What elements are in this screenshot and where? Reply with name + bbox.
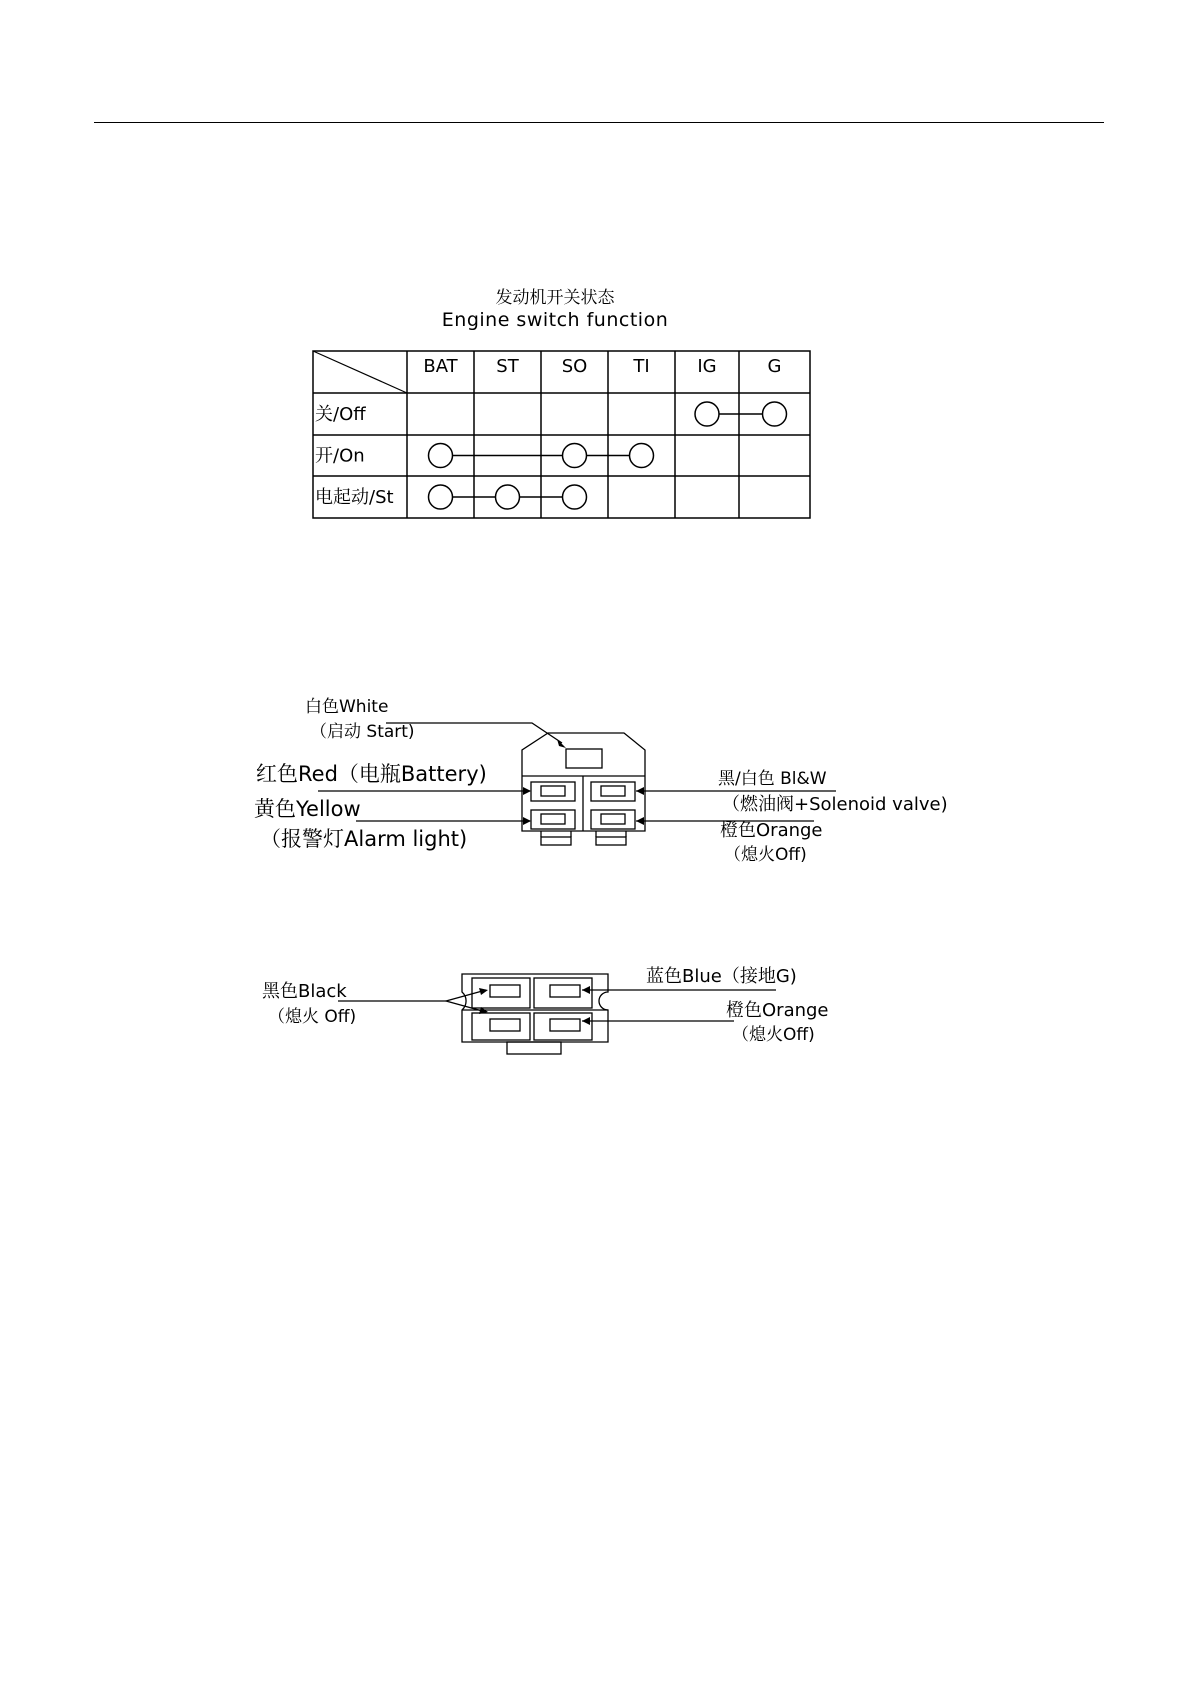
- connector-1-latch-left: [541, 837, 571, 845]
- contact-so: [563, 444, 587, 468]
- label-yellow-sub: （报警灯Alarm light): [260, 827, 468, 851]
- terminal-blw: [591, 782, 635, 801]
- contact-so: [563, 485, 587, 509]
- contact-ti: [630, 444, 654, 468]
- row-label-2: 电起动/St: [315, 487, 394, 508]
- table-corner-diagonal: [313, 351, 407, 393]
- label-white-sub: （启动 Start): [310, 722, 415, 742]
- column-header-g: G: [767, 356, 782, 377]
- terminal-blue: [534, 978, 592, 1008]
- column-header-bat: BAT: [423, 356, 458, 377]
- row-label-1: 开/On: [315, 445, 365, 467]
- label-red: 红色Red（电瓶Battery): [256, 762, 487, 786]
- contact-g: [763, 402, 787, 426]
- label-orange-1: 橙色Orange: [720, 820, 823, 841]
- terminal-red: [531, 782, 575, 801]
- column-header-so: SO: [561, 356, 588, 377]
- terminal-black-bottom: [472, 1013, 530, 1040]
- row-label-0: 关/Off: [315, 404, 366, 425]
- connector-1-labels: [254, 697, 948, 865]
- terminal-orange-2: [534, 1013, 592, 1040]
- contact-bat: [429, 444, 453, 468]
- column-header-st: ST: [496, 356, 519, 377]
- column-header-ti: TI: [633, 356, 650, 377]
- table-title-cn: 发动机开关状态: [495, 288, 615, 308]
- terminal-white: [566, 749, 602, 768]
- connector-1-latch-right: [596, 837, 626, 845]
- connector-2-latch: [507, 1042, 561, 1054]
- label-blw-sub: （燃油阀+Solenoid valve): [722, 794, 948, 815]
- label-orange-2-sub: （熄火Off): [732, 1025, 815, 1045]
- contact-bat: [429, 485, 453, 509]
- label-blw: 黑/白色 Bl&W: [718, 769, 827, 789]
- label-orange-1-sub: （熄火Off): [724, 845, 807, 865]
- contact-st: [496, 485, 520, 509]
- label-black-sub: （熄火 Off): [268, 1007, 357, 1027]
- terminal-yellow: [531, 810, 575, 829]
- label-orange-2: 橙色Orange: [726, 1000, 829, 1021]
- column-header-ig: IG: [697, 356, 717, 377]
- contact-ig: [695, 402, 719, 426]
- table-title-en: Engine switch function: [441, 309, 669, 331]
- label-blue: 蓝色Blue（接地G): [646, 966, 797, 987]
- switch-table: [313, 288, 810, 518]
- label-black: 黑色Black: [262, 981, 347, 1002]
- terminal-orange: [591, 810, 635, 829]
- label-white: 白色White: [305, 697, 389, 717]
- label-yellow: 黄色Yellow: [254, 797, 361, 821]
